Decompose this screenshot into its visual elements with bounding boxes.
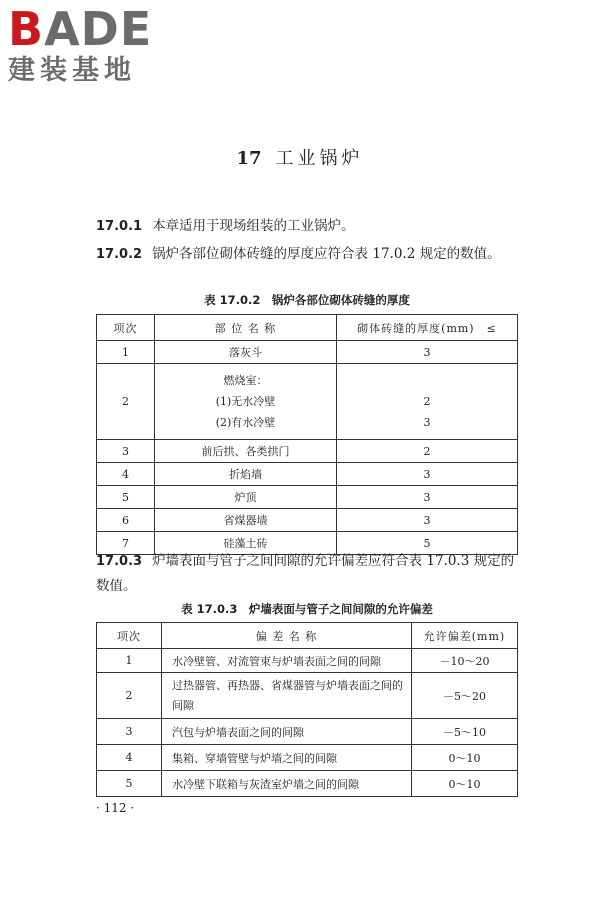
table-row <box>97 719 518 745</box>
row-name: 过热器管、再热器、省煤器管与炉墙表面之间的间隙 <box>162 673 412 719</box>
row-value: －5～20 <box>412 673 518 719</box>
row-name: 集箱、穿墙管壁与炉墙之间的间隙 <box>162 745 412 771</box>
row-name: 折焰墙 <box>155 463 337 486</box>
row-value: 0～10 <box>412 771 518 797</box>
header-cell: 部 位 名 称 <box>155 315 337 341</box>
header-cell: 允许偏差(mm) <box>412 623 518 649</box>
table-row <box>97 673 518 719</box>
table-row <box>97 771 518 797</box>
row-number: 1 <box>97 649 162 673</box>
row-number: 6 <box>97 509 155 532</box>
logo-wordmark <box>8 4 178 54</box>
row-value: －5～10 <box>412 719 518 745</box>
row-number: 4 <box>97 463 155 486</box>
clause-17-0-3 <box>96 549 518 598</box>
table-row <box>97 463 518 486</box>
row-value: 3 <box>337 509 518 532</box>
row-number: 1 <box>97 341 155 364</box>
row-number: 7 <box>97 532 155 555</box>
table-row <box>97 364 518 440</box>
clause-text: 本章适用于现场组装的工业锅炉。 <box>152 218 355 234</box>
row-name: 前后拱、各类拱门 <box>155 440 337 463</box>
row-name: 水冷壁管、对流管束与炉墙表面之间的间隙 <box>162 649 412 673</box>
row-number: 5 <box>97 486 155 509</box>
row-number: 5 <box>97 771 162 797</box>
row-name: 水冷壁下联箱与灰渣室炉墙之间的间隙 <box>162 771 412 797</box>
table-row <box>97 509 518 532</box>
table-row <box>97 649 518 673</box>
header-cell: 砌体砖缝的厚度(mm) ≤ <box>337 315 518 341</box>
clause-text: 炉墙表面与管子之间间隙的允许偏差应符合表 17.0.3 规定的数值。 <box>96 553 515 594</box>
clause-17-0-1 <box>96 214 518 239</box>
clause-id: 17.0.3 <box>96 554 143 569</box>
chapter-name: 工业锅炉 <box>275 148 364 169</box>
row-number: 3 <box>97 440 155 463</box>
row-name: 落灰斗 <box>155 341 337 364</box>
table-row <box>97 341 518 364</box>
table-row <box>97 440 518 463</box>
row-number: 2 <box>97 364 155 440</box>
row-value: 0～10 <box>412 745 518 771</box>
row-name <box>155 364 337 440</box>
clause-id: 17.0.2 <box>96 247 143 262</box>
table-17-0-2 <box>96 314 518 555</box>
clause-17-0-2 <box>96 242 518 267</box>
row-number: 4 <box>97 745 162 771</box>
logo-subtitle: 建装基地 <box>8 55 136 86</box>
table-row <box>97 745 518 771</box>
logo-word-rest: ADE <box>44 2 153 56</box>
row-value: 3 <box>337 463 518 486</box>
row-name-sub: (1)无水冷壁 <box>215 395 276 408</box>
clause-text: 锅炉各部位砌体砖缝的厚度应符合表 17.0.2 规定的数值。 <box>152 246 501 262</box>
row-number: 2 <box>97 673 162 719</box>
row-value-sub: 3 <box>423 416 431 429</box>
header-cell: 偏 差 名 称 <box>162 623 412 649</box>
row-name: 炉顶 <box>155 486 337 509</box>
row-name-sub: (2)有水冷壁 <box>215 416 276 429</box>
table-17-0-3 <box>96 622 518 797</box>
row-name-main: 燃烧室： <box>223 374 268 387</box>
table-17-0-2-title: 表 17.0.2 锅炉各部位砌体砖缝的厚度 <box>204 293 410 307</box>
clause-id: 17.0.1 <box>96 219 143 234</box>
row-value: 3 <box>337 486 518 509</box>
header-cell: 项次 <box>97 315 155 341</box>
row-value: －10～20 <box>412 649 518 673</box>
row-name: 省煤器墙 <box>155 509 337 532</box>
table-row <box>97 486 518 509</box>
logo-accent-letter: B <box>8 2 45 56</box>
chapter-title <box>0 144 600 170</box>
row-number: 3 <box>97 719 162 745</box>
header-cell: 项次 <box>97 623 162 649</box>
table-header-row <box>97 315 518 341</box>
row-value <box>337 364 518 440</box>
row-value: 3 <box>337 341 518 364</box>
row-name: 汽包与炉墙表面之间的间隙 <box>162 719 412 745</box>
row-name: 硅藻土砖 <box>155 532 337 555</box>
chapter-number: 17 <box>236 148 262 169</box>
row-value: 5 <box>337 532 518 555</box>
page-number: · 112 · <box>96 801 135 815</box>
brand-logo <box>8 4 178 92</box>
row-value: 2 <box>337 440 518 463</box>
row-value-sub: 2 <box>423 395 431 408</box>
table-17-0-3-title: 表 17.0.3 炉墙表面与管子之间间隙的允许偏差 <box>181 602 433 616</box>
table-header-row <box>97 623 518 649</box>
